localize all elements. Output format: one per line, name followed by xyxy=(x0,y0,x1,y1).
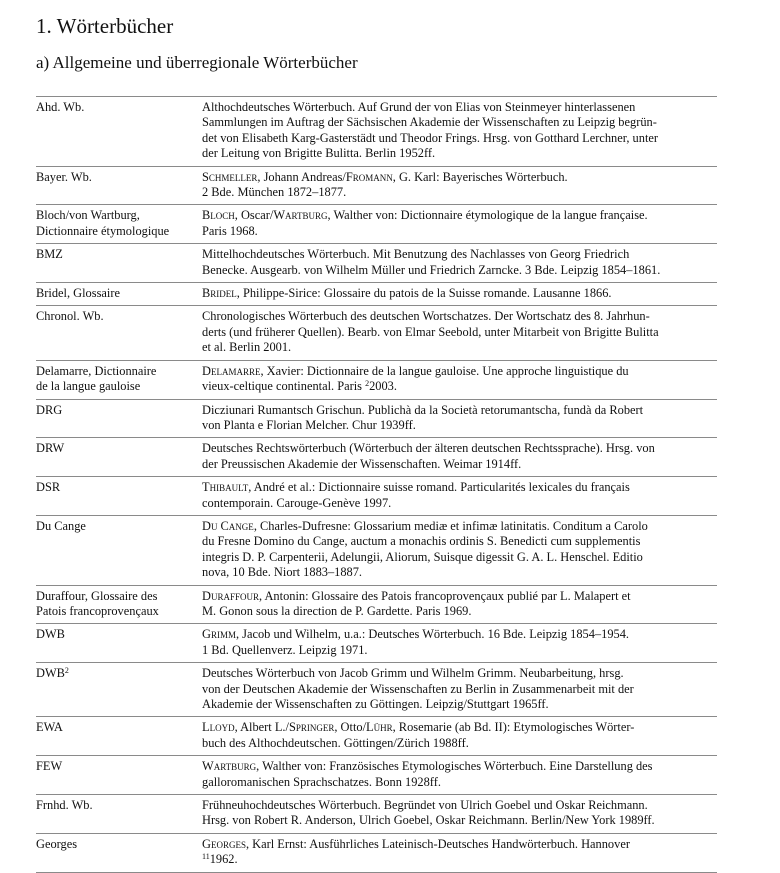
table-row xyxy=(36,305,717,359)
table-row xyxy=(36,243,717,282)
row-abbreviation xyxy=(36,720,202,751)
table-row xyxy=(36,360,717,399)
entry-text: , Walther von: Französisches Etymologisches Wörterbuch. Eine Darstellung des galloromanischen Sprachschatzes. Bonn 1928ff. xyxy=(202,759,653,789)
row-abbreviation xyxy=(36,100,202,162)
entry-author: Georges xyxy=(202,836,246,851)
row-entry xyxy=(202,720,717,751)
table-row xyxy=(36,204,717,243)
abbreviation-text: DWB xyxy=(36,627,65,642)
row-entry xyxy=(202,589,717,620)
abbreviation-text: FEW xyxy=(36,759,63,774)
entry-text: Lühr xyxy=(366,720,393,735)
entry-text: Deutsches Wörterbuch von Jacob Grimm und Wilhelm Grimm. Neubarbeitung, hrsg. von der Deutschen Akademie der Wissenschaften zu Berlin in Zusammenarbeit mit der Akademie der Wissenschaften zu Göttingen. Leipzig/Stuttgart 1965ff. xyxy=(202,666,634,711)
row-entry xyxy=(202,441,717,472)
entry-text: , Xavier: Dictionnaire de la langue gauloise. Une approche linguistique du vieux-celtique continental. Paris xyxy=(202,363,629,394)
page-heading: 1. Wörterbücher xyxy=(36,14,174,38)
row-entry xyxy=(202,480,717,511)
entry-author: Wartburg xyxy=(202,759,257,774)
entry-author: Thibault xyxy=(202,480,249,495)
row-abbreviation xyxy=(36,480,202,511)
table-row xyxy=(36,716,717,755)
row-abbreviation xyxy=(36,364,202,395)
entry-text: Chronologisches Wörterbuch des deutschen Wortschatzes. Der Wortschatz des 8. Jahrhun- derts (und früherer Quellen). Bearb. von Elmar Seebold, unter Mitarbeit von Brigitte Bulitta et al. Berlin 2001. xyxy=(202,309,659,355)
abbreviation-text: Du Cange xyxy=(36,518,86,533)
row-abbreviation xyxy=(36,247,202,278)
row-abbreviation xyxy=(36,441,202,472)
entry-text: , Karl Ernst: Ausführliches Lateinisch-Deutsches Handwörterbuch. Hannover xyxy=(245,836,630,851)
abbreviation-text: Frnhd. Wb. xyxy=(36,798,93,813)
entry-text: 2003. xyxy=(369,379,397,394)
entry-author: Bloch xyxy=(202,208,235,223)
row-entry xyxy=(202,170,717,201)
row-abbreviation xyxy=(36,666,202,712)
entry-text: Mittelhochdeutsches Wörterbuch. Mit Benutzung des Nachlasses von Georg Friedrich Benecke. Ausgearb. von Wilhelm Müller und Friedrich Zarncke. 3 Bde. Leipzig 1854–1861. xyxy=(202,247,661,277)
entry-text: , G. Karl: Bayerisches Wörterbuch. 2 Bde. München 1872–1877. xyxy=(202,169,568,200)
entry-text: , Albert L./ xyxy=(234,720,289,735)
abbreviation-text: Delamarre, Dictionnaire de la langue gauloise xyxy=(36,363,157,394)
entry-text: , Oscar/ xyxy=(234,208,274,223)
row-abbreviation xyxy=(36,519,202,581)
entry-author: Delamarre xyxy=(202,363,261,378)
table-row xyxy=(36,282,717,305)
entry-text: Wartburg xyxy=(273,208,328,223)
abbreviation-text: Ahd. Wb. xyxy=(36,100,85,114)
abbreviation-text: BMZ xyxy=(36,247,63,262)
entry-author: Duraffour xyxy=(202,588,259,603)
entry-text: , Walther von: Dictionnaire étymologique de la langue française. Paris 1968. xyxy=(202,208,648,238)
table-row xyxy=(36,476,717,515)
entry-text: , Charles-Dufresne: Glossarium mediæ et infimæ latinitatis. Conditum a Carolo du Fresne Domino du Cange, auctum a monachis ordinis S. Benedicti cum supplementis integris D. P. Carpenterii, Adelungii, Aliorum, Suisque digessit G. A. L. Henschel. Editio nova, 10 Bde. Niort 1883–1887. xyxy=(202,518,648,580)
row-abbreviation xyxy=(36,286,202,301)
row-abbreviation xyxy=(36,403,202,434)
row-entry xyxy=(202,286,717,301)
row-abbreviation xyxy=(36,798,202,829)
abbreviation-text: Duraffour, Glossaire des Patois francoprovençaux xyxy=(36,588,159,618)
table-row xyxy=(36,794,717,833)
row-abbreviation xyxy=(36,627,202,658)
entry-author: Du Cange xyxy=(202,518,254,533)
row-entry xyxy=(202,403,717,434)
abbreviation-text: DRW xyxy=(36,441,65,456)
entry-text: Fromann xyxy=(345,169,393,184)
abbreviation-text: Chronol. Wb. xyxy=(36,309,104,324)
table-row xyxy=(36,755,717,794)
abbreviation-superscript: 2 xyxy=(64,666,69,676)
row-abbreviation xyxy=(36,759,202,790)
row-entry xyxy=(202,364,717,395)
entry-author: Grimm xyxy=(202,627,236,642)
row-entry xyxy=(202,798,717,829)
entry-text: , André et al.: Dictionnaire suisse romand. Particularités lexicales du français contemporain. Carouge-Genève 1997. xyxy=(202,480,630,510)
table-row xyxy=(36,662,717,716)
entry-text: Springer xyxy=(288,720,335,735)
abbreviation-text: DSR xyxy=(36,480,61,495)
row-abbreviation xyxy=(36,589,202,620)
entry-text: , Rosemarie (ab Bd. II): Etymologisches Wörter- buch des Althochdeutschen. Göttingen/Zürich 1988ff. xyxy=(202,720,635,750)
entry-text: 1962. xyxy=(209,852,238,867)
entry-text: , Otto/ xyxy=(334,720,367,735)
row-abbreviation xyxy=(36,208,202,239)
entry-text: , Antonin: Glossaire des Patois francoprovençaux publié par L. Malapert et M. Gonon sous la direction de P. Gardette. Paris 1969. xyxy=(202,588,631,618)
abbreviation-text: DRG xyxy=(36,402,63,417)
abbreviation-table xyxy=(36,96,717,873)
entry-author: Lloyd xyxy=(202,720,235,735)
row-abbreviation xyxy=(36,309,202,355)
row-abbreviation xyxy=(36,837,202,868)
table-row xyxy=(36,96,717,166)
entry-text: Dicziunari Rumantsch Grischun. Publichà da la Società retorumantscha, fundà da Robert von Planta e Florian Melcher. Chur 1939ff. xyxy=(202,402,644,432)
entry-text: , Johann Andreas/ xyxy=(257,169,346,184)
row-entry xyxy=(202,208,717,239)
row-entry xyxy=(202,666,717,712)
edition-superscript: 2 xyxy=(365,379,370,389)
abbreviation-text: Bridel, Glossaire xyxy=(36,286,120,301)
abbreviation-text: Bayer. Wb. xyxy=(36,169,92,184)
abbreviation-text: EWA xyxy=(36,720,63,735)
table-row xyxy=(36,623,717,662)
entry-author: Bridel xyxy=(202,286,237,301)
row-entry xyxy=(202,247,717,278)
table-row xyxy=(36,833,717,873)
table-row xyxy=(36,166,717,205)
section-heading: a) Allgemeine und überregionale Wörterbücher xyxy=(36,53,358,72)
entry-author: Schmeller xyxy=(202,169,258,184)
entry-text: Frühneuhochdeutsches Wörterbuch. Begründet von Ulrich Goebel und Oskar Reichmann. Hrsg. von Robert R. Anderson, Ulrich Goebel, Oskar Reichmann. Berlin/New York 1989ff. xyxy=(202,798,655,828)
row-entry xyxy=(202,309,717,355)
abbreviation-text: Georges xyxy=(36,836,78,851)
row-entry xyxy=(202,519,717,581)
entry-text: , Jacob und Wilhelm, u.a.: Deutsches Wörterbuch. 16 Bde. Leipzig 1854–1954. 1 Bd. Quellenverz. Leipzig 1971. xyxy=(202,627,630,657)
abbreviation-text: DWB xyxy=(36,666,65,681)
table-row xyxy=(36,437,717,476)
abbreviation-text: Bloch/von Wartburg, Dictionnaire étymologique xyxy=(36,208,170,238)
entry-text: Deutsches Rechtswörterbuch (Wörterbuch der älteren deutschen Rechtssprache). Hrsg. von der Preussischen Akademie der Wissenschaften. Weimar 1914ff. xyxy=(202,441,655,471)
row-entry xyxy=(202,627,717,658)
table-row xyxy=(36,585,717,624)
edition-superscript: 11 xyxy=(202,852,210,862)
table-row xyxy=(36,515,717,585)
row-entry xyxy=(202,759,717,790)
row-abbreviation xyxy=(36,170,202,201)
row-entry xyxy=(202,100,717,162)
table-row xyxy=(36,399,717,438)
entry-text: Althochdeutsches Wörterbuch. Auf Grund der von Elias von Steinmeyer hinterlassenen Sammlungen im Auftrag der Sächsischen Akademie der Wissenschaften zu Leipzig begrün- det von Elisabeth Karg-Gasterstädt und Theodor Frings. Hrsg. von Gotthard Lerchner, unter der Leitung von Brigitte Bulitta. Berlin 1952ff. xyxy=(202,100,659,161)
row-entry xyxy=(202,837,717,868)
entry-text: , Philippe-Sirice: Glossaire du patois de la Suisse romande. Lausanne 1866. xyxy=(236,286,612,301)
